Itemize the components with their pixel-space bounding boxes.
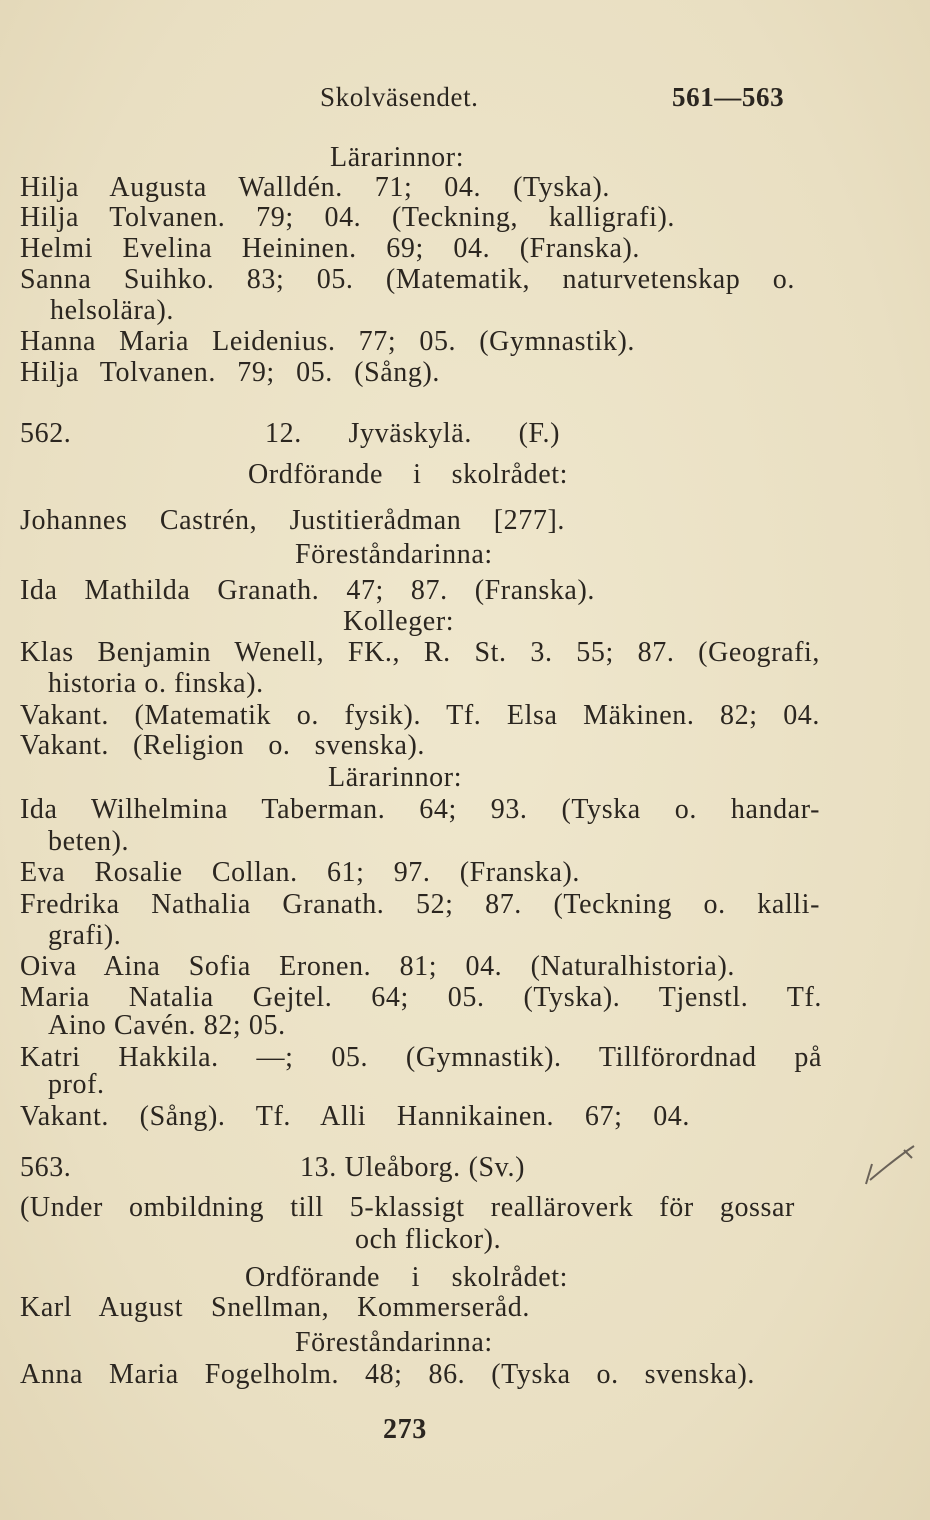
entry-line: Hilja Tolvanen. 79; 05. (Sång). xyxy=(20,357,440,388)
section-title: 13. Uleåborg. (Sv.) xyxy=(300,1152,525,1183)
entry-line: prof. xyxy=(48,1069,105,1100)
section-number: 562. xyxy=(20,418,72,449)
section-heading: Föreståndarinna: xyxy=(295,539,493,570)
entry-line: Karl August Snellman, Kommerseråd. xyxy=(20,1292,530,1323)
entry-line: Maria Natalia Gejtel. 64; 05. (Tyska). Tjenstl. Tf. xyxy=(20,982,822,1013)
entry-line: Johannes Castrén, Justitierådman [277]. xyxy=(20,505,565,536)
section-heading: Lärarinnor: xyxy=(330,142,465,173)
entry-line: och flickor). xyxy=(355,1224,502,1255)
entry-line: historia o. finska). xyxy=(48,668,264,699)
section-heading: Lärarinnor: xyxy=(328,762,463,793)
running-header-title: Skolväsendet. xyxy=(320,82,479,112)
entry-line: Klas Benjamin Wenell, FK., R. St. 3. 55; 87. (Geografi, xyxy=(20,637,820,668)
entry-line: Vakant. (Matematik o. fysik). Tf. Elsa Mäkinen. 82; 04. xyxy=(20,700,820,731)
section-number: 563. xyxy=(20,1152,72,1183)
entry-line: Hanna Maria Leidenius. 77; 05. (Gymnastik). xyxy=(20,326,635,357)
section-heading: Föreståndarinna: xyxy=(295,1327,493,1358)
entry-line: Eva Rosalie Collan. 61; 97. (Franska). xyxy=(20,857,580,888)
entry-line: Anna Maria Fogelholm. 48; 86. (Tyska o. svenska). xyxy=(20,1359,755,1390)
entry-line: Sanna Suihko. 83; 05. (Matematik, naturvetenskap o. xyxy=(20,264,795,295)
section-title: 12. Jyväskylä. (F.) xyxy=(265,418,560,449)
entry-line: Hilja Augusta Walldén. 71; 04. (Tyska). xyxy=(20,172,610,203)
entry-line: Vakant. (Sång). Tf. Alli Hannikainen. 67; 04. xyxy=(20,1101,690,1132)
entry-line: beten). xyxy=(48,826,130,857)
entry-line: Oiva Aina Sofia Eronen. 81; 04. (Naturalhistoria). xyxy=(20,951,735,982)
entry-line: Helmi Evelina Heininen. 69; 04. (Franska). xyxy=(20,233,640,264)
entry-line: helsolära). xyxy=(50,295,174,326)
page-number: 273 xyxy=(383,1414,427,1445)
entry-line: grafi). xyxy=(48,920,122,951)
entry-line: Aino Cavén. 82; 05. xyxy=(48,1010,286,1041)
section-heading: Ordförande i skolrådet: xyxy=(248,459,568,490)
section-heading: Ordförande i skolrådet: xyxy=(245,1262,568,1293)
entry-line: Vakant. (Religion o. svenska). xyxy=(20,730,425,761)
entry-line: Katri Hakkila. —; 05. (Gymnastik). Tillförordnad på xyxy=(20,1042,822,1073)
entry-line: (Under ombildning till 5-klassigt realläroverk för gossar xyxy=(20,1192,795,1223)
section-heading: Kolleger: xyxy=(343,606,455,637)
entry-line: Ida Mathilda Granath. 47; 87. (Franska). xyxy=(20,575,595,606)
pencil-mark-icon xyxy=(860,1140,920,1190)
entry-line: Fredrika Nathalia Granath. 52; 87. (Teckning o. kalli- xyxy=(20,889,820,920)
entry-line: Hilja Tolvanen. 79; 04. (Teckning, kalligrafi). xyxy=(20,202,675,233)
entry-line: Ida Wilhelmina Taberman. 64; 93. (Tyska o. handar- xyxy=(20,794,820,825)
running-header-range: 561—563 xyxy=(672,82,785,112)
